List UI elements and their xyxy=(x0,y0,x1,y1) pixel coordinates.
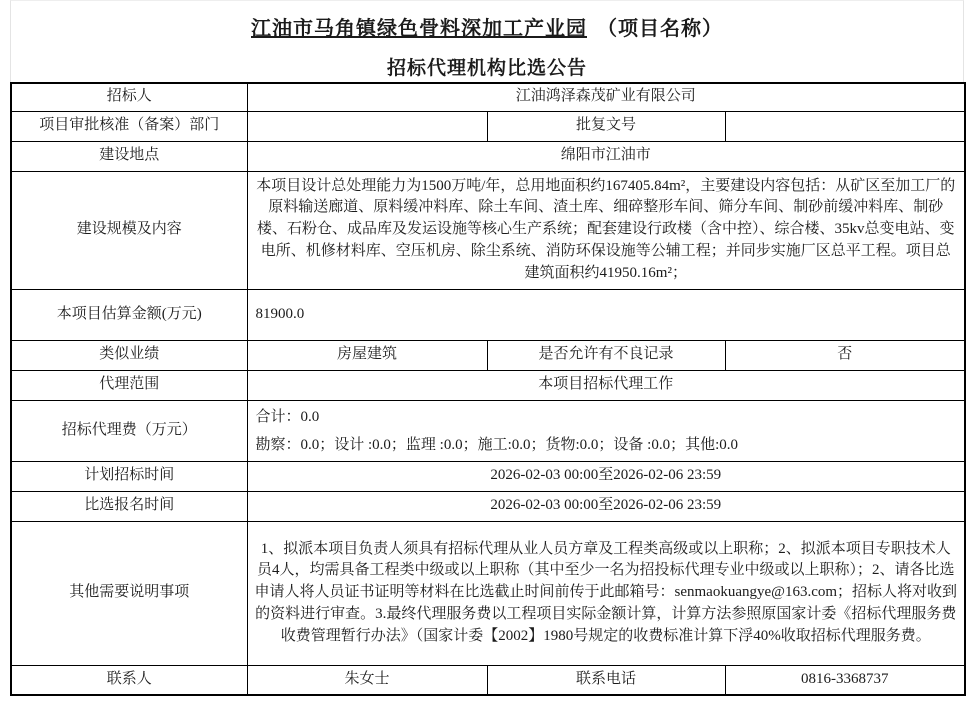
table-row-agency-fee xyxy=(11,400,965,461)
table-row-estimate xyxy=(11,289,965,340)
contact-label: 联系人 xyxy=(11,665,247,695)
approval-dept-label: 项目审批核准（备案）部门 xyxy=(11,111,247,141)
bad-record-value: 否 xyxy=(725,340,965,370)
notes-value: 1、拟派本项目负责人须具有招标代理从业人员方章及工程类高级或以上职称；2、拟派本项目专职技术人员4人，均需具备工程类中级或以上职称（其中至少一名为招投标代理专业中级或以上职称）；2、请各比选申请人将人员证书证明等材料在比选截止时间前传于此邮箱号：senmaokuangye@163.com；招标人将对收到的资料进行审查。3.最终代理服务费以工程项目实际金额计算，计算方法参照原国家计委《招标代理服务费收费管理暂行办法》（国家计委【2002】1980号规定的收费标准计算下浮40%收取招标代理服务费。 xyxy=(247,521,965,665)
bidder-label: 招标人 xyxy=(11,83,247,111)
table-row-contact xyxy=(11,665,965,695)
table-row-notes xyxy=(11,521,965,665)
contact-phone-value: 0816-3368737 xyxy=(725,665,965,695)
approval-dept-value xyxy=(247,111,487,141)
contact-name: 朱女士 xyxy=(247,665,487,695)
signup-time-label: 比选报名时间 xyxy=(11,491,247,521)
performance-value: 房屋建筑 xyxy=(247,340,487,370)
scope-label: 代理范围 xyxy=(11,370,247,400)
announcement-subtitle: 招标代理机构比选公告 xyxy=(386,58,587,79)
signup-time-value: 2026-02-03 00:00至2026-02-06 23:59 xyxy=(247,491,965,521)
table-row-plan-time xyxy=(11,461,965,491)
approval-doc-no-value xyxy=(725,111,965,141)
page-title xyxy=(11,1,963,41)
project-name: 江油市马角镇绿色骨料深加工产业园 xyxy=(251,18,587,40)
location-value: 绵阳市江油市 xyxy=(247,141,965,171)
plan-time-label: 计划招标时间 xyxy=(11,461,247,491)
scale-value: 本项目设计总处理能力为1500万吨/年，总用地面积约167405.84m²，主要建设内容包括：从矿区至加工厂的原料输送廊道、原料缓冲料库、除土车间、渣土库、细碎整形车间、筛分车间、制砂前缓冲料库、制砂楼、石粉仓、成品库及发运设施等核心生产系统；配套建设行政楼（含中控）、综合楼、35kv总变电站、变电所、机修材料库、空压机房、除尘系统、消防环保设施等公辅工程；并同步实施厂区总平工程。项目总建筑面积约41950.16m²； xyxy=(247,171,965,289)
table-row-location xyxy=(11,141,965,171)
agency-fee-value xyxy=(247,400,965,461)
agency-fee-breakdown: 勘察：0.0；设计 :0.0；监理 :0.0；施工:0.0；货物:0.0；设备 :0.0；其他:0.0 xyxy=(255,436,739,453)
estimate-label: 本项目估算金额(万元) xyxy=(11,289,247,340)
table-row-approval xyxy=(11,111,965,141)
agency-fee-label: 招标代理费（万元） xyxy=(11,400,247,461)
plan-time-value: 2026-02-03 00:00至2026-02-06 23:59 xyxy=(247,461,965,491)
table-row-scope xyxy=(11,370,965,400)
estimate-value: 81900.0 xyxy=(247,289,965,340)
notes-label: 其他需要说明事项 xyxy=(11,521,247,665)
announcement-page xyxy=(10,0,964,705)
performance-label: 类似业绩 xyxy=(11,340,247,370)
contact-phone-label: 联系电话 xyxy=(487,665,725,695)
project-name-suffix: （项目名称） xyxy=(597,18,723,40)
location-label: 建设地点 xyxy=(11,141,247,171)
table-row-scale xyxy=(11,171,965,289)
table-row-signup-time xyxy=(11,491,965,521)
bidder-value: 江油鸿泽森茂矿业有限公司 xyxy=(247,83,965,111)
title-block xyxy=(10,0,964,82)
approval-doc-no-label: 批复文号 xyxy=(487,111,725,141)
scope-value: 本项目招标代理工作 xyxy=(247,370,965,400)
table-row-bidder xyxy=(11,83,965,111)
table-row-performance xyxy=(11,340,965,370)
agency-fee-total: 合计：0.0 xyxy=(255,408,320,425)
bad-record-label: 是否允许有不良记录 xyxy=(487,340,725,370)
announcement-table xyxy=(10,82,966,696)
scale-label: 建设规模及内容 xyxy=(11,171,247,289)
